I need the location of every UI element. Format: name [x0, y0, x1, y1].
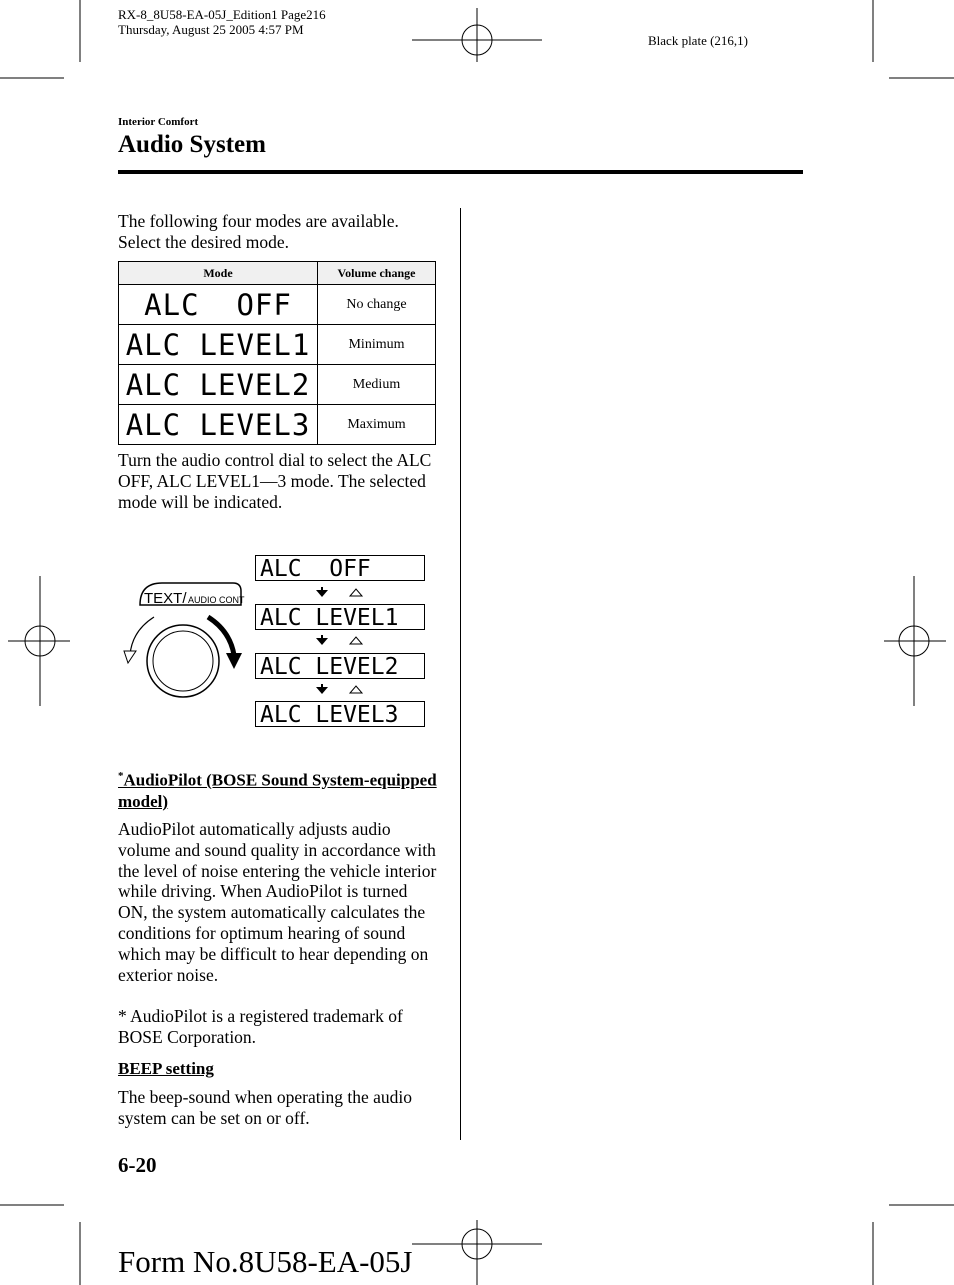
- form-number: Form No.8U58-EA-05J: [118, 1244, 413, 1279]
- sequence-arrows: [310, 586, 370, 696]
- volume-change: Minimum: [318, 325, 436, 365]
- section-label: Interior Comfort: [118, 116, 199, 128]
- table-row: [119, 285, 436, 325]
- down-up-arrow-icon: [316, 684, 362, 694]
- audiopilot-body: AudioPilot automatically adjusts audio volume and sound quality in accordance with the level of noise entering the vehicle interior while driving. When AudioPilot is turned ON, the system automatically calculates the conditions for optimum hearing of sound which may be difficult to hear depending on exterior noise.: [118, 819, 437, 985]
- mode-display: ALC LEVEL3: [119, 405, 318, 445]
- down-up-arrow-icon: [316, 587, 362, 597]
- table-header-row: [119, 262, 436, 285]
- lcd-display-off: ALC OFF: [255, 555, 425, 581]
- beep-heading: BEEP setting: [118, 1059, 214, 1078]
- mode-display: ALC OFF: [119, 285, 318, 325]
- volume-change: No change: [318, 285, 436, 325]
- print-header-line2: Thursday, August 25 2005 4:57 PM: [118, 22, 304, 37]
- mode-header: Mode: [119, 262, 318, 285]
- asterisk: *: [118, 770, 124, 782]
- print-header: [118, 7, 326, 37]
- column-divider: [460, 208, 461, 1140]
- title-rule: [118, 170, 803, 174]
- page-title: Audio System: [118, 131, 266, 158]
- table-row: [119, 325, 436, 365]
- mode-display: ALC LEVEL2: [119, 365, 318, 405]
- intro-text: The following four modes are available. Select the desired mode.: [118, 211, 399, 252]
- volume-change: Medium: [318, 365, 436, 405]
- print-header-line1: RX-8_8U58-EA-05J_Edition1 Page216: [118, 7, 326, 22]
- beep-body: The beep-sound when operating the audio system can be set on or off.: [118, 1087, 413, 1128]
- plate-info: Black plate (216,1): [648, 33, 748, 48]
- mode-table: [118, 261, 436, 445]
- audio-dial-illustration: [118, 575, 248, 700]
- lcd-display-level1: ALC LEVEL1: [255, 604, 425, 630]
- lcd-display-level2: ALC LEVEL2: [255, 653, 425, 679]
- instruction-text: Turn the audio control dial to select the ALC OFF, ALC LEVEL1—3 mode. The selected mode will be indicated.: [118, 450, 432, 512]
- page-number: 6-20: [118, 1153, 157, 1177]
- lcd-display-level3: ALC LEVEL3: [255, 701, 425, 727]
- mode-display: ALC LEVEL1: [119, 325, 318, 365]
- audiopilot-footnote: * AudioPilot is a registered trademark of BOSE Corporation.: [118, 1006, 403, 1047]
- volume-change: Maximum: [318, 405, 436, 445]
- audiopilot-heading: [118, 766, 438, 812]
- dial-label-small: AUDIO CONT: [188, 595, 245, 605]
- volume-header: Volume change: [318, 262, 436, 285]
- table-row: [119, 405, 436, 445]
- audiopilot-heading-text: AudioPilot (BOSE Sound System-equipped model): [118, 770, 437, 811]
- dial-label: TEXT/: [144, 590, 187, 607]
- down-up-arrow-icon: [316, 635, 362, 645]
- table-row: [119, 365, 436, 405]
